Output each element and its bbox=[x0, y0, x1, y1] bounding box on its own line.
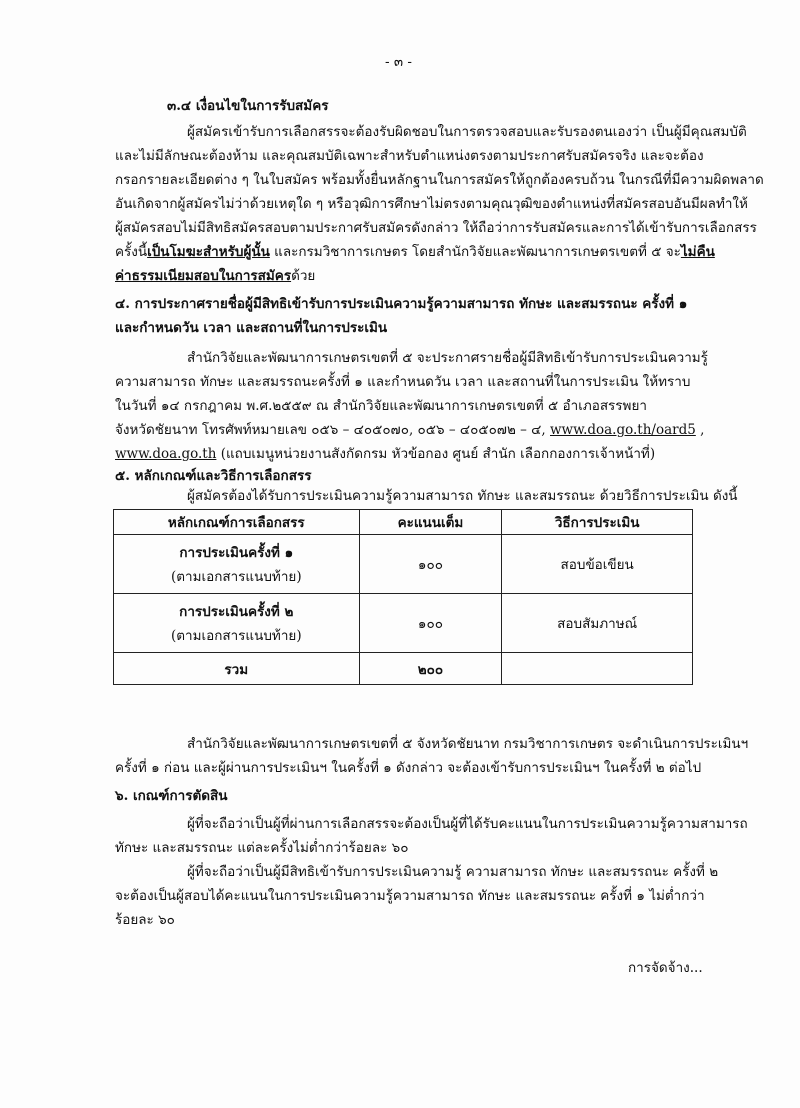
section-6-heading: ๖. เกณฑ์การตัดสิน bbox=[115, 788, 228, 804]
total-label: รวม bbox=[114, 653, 360, 685]
table-header-row bbox=[114, 510, 693, 535]
paragraph-line: ผู้ที่จะถือว่าเป็นผู้ที่ผ่านการเลือกสรรจะต้องเป็นผู้ที่ได้รับคะแนนในการประเมินความรู้ความสามารถ bbox=[187, 816, 748, 832]
table-header: หลักเกณฑ์การเลือกสรร bbox=[114, 510, 360, 535]
paragraph-line: สำนักวิจัยและพัฒนาการเกษตรเขตที่ ๕ จะประกาศรายชื่อผู้มีสิทธิเข้ารับการประเมินความรู้ bbox=[187, 350, 708, 366]
paragraph-line: ทักษะ และสมรรถนะ แต่ละครั้งไม่ต่ำกว่าร้อยละ ๖๐ bbox=[115, 840, 409, 856]
table-total-row bbox=[114, 653, 693, 685]
text-run: จังหวัดชัยนาท โทรศัพท์หมายเลข ๐๕๖ – ๔๐๕๐๗๐, ๐๕๖ – ๔๐๕๐๗๒ – ๔, bbox=[115, 422, 546, 438]
total-score: ๒๐๐ bbox=[359, 653, 502, 685]
table-row bbox=[114, 594, 693, 653]
criterion-label: การประเมินครั้งที่ ๑ bbox=[179, 545, 294, 561]
section-4-heading: ๔. การประกาศรายชื่อผู้มีสิทธิเข้ารับการประเมินความรู้ความสามารถ ทักษะ และสมรรถนะ ครั้งที่ ๑ bbox=[115, 296, 688, 312]
table-row bbox=[114, 535, 693, 594]
text-run: (แถบเมนูหน่วยงานสังกัดกรม หัวข้อกอง ศูนย์ สำนัก เลือกกองการเจ้าหน้าที่) bbox=[216, 446, 656, 462]
paragraph-line bbox=[115, 444, 655, 464]
paragraph-line: ร้อยละ ๖๐ bbox=[115, 912, 175, 928]
paragraph-line: ในวันที่ ๑๔ กรกฎาคม พ.ศ.๒๕๕๙ ณ สำนักวิจัยและพัฒนาการเกษตรเขตที่ ๕ อำเภอสรรพยา bbox=[115, 398, 647, 414]
paragraph-line: และไม่มีลักษณะต้องห้าม และคุณสมบัติเฉพาะสำหรับตำแหน่งตรงตามประกาศรับสมัครจริง และจะต้อง bbox=[115, 148, 704, 164]
table-cell-score: ๑๐๐ bbox=[359, 594, 502, 653]
criteria-table bbox=[113, 509, 693, 685]
paragraph-line: ความสามารถ ทักษะ และสมรรถนะครั้งที่ ๑ และกำหนดวัน เวลา และสถานที่ในการประเมิน ให้ทราบ bbox=[115, 374, 691, 390]
paragraph-line: กรอกรายละเอียดต่าง ๆ ในใบสมัคร พร้อมทั้งยื่นหลักฐานในการสมัครให้ถูกต้องครบถ้วน ในกรณีที่มีความผิดพลาด bbox=[115, 172, 764, 188]
paragraph-line bbox=[115, 242, 715, 262]
doa-link[interactable]: www.doa.go.th bbox=[115, 446, 217, 462]
table-cell-score: ๑๐๐ bbox=[359, 535, 502, 594]
paragraph-line: อันเกิดจากผู้สมัครไม่ว่าด้วยเหตุใด ๆ หรือวุฒิการศึกษาไม่ตรงตามคุณวุฒิของตำแหน่งที่สมัครสอบอันมีผลทำให้ bbox=[115, 196, 748, 212]
emphasis-void: เป็นโมฆะสำหรับผู้นั้น bbox=[147, 244, 270, 260]
table-cell-criterion bbox=[114, 535, 360, 594]
table-header: วิธีการประเมิน bbox=[502, 510, 693, 535]
emphasis-fee: ค่าธรรมเนียมสอบในการสมัคร bbox=[115, 268, 292, 284]
paragraph-line: ผู้สมัครต้องได้รับการประเมินความรู้ความสามารถ ทักษะ และสมรรถนะ ด้วยวิธีการประเมิน ดังนี้ bbox=[187, 488, 738, 504]
table-cell-method: สอบสัมภาษณ์ bbox=[502, 594, 693, 653]
page-number: - ๓ - bbox=[385, 54, 412, 70]
table-cell-criterion bbox=[114, 594, 360, 653]
criterion-note: (ตามเอกสารแนบท้าย) bbox=[170, 569, 302, 585]
table-header: คะแนนเต็ม bbox=[359, 510, 502, 535]
paragraph-line bbox=[115, 266, 315, 286]
paragraph-line: จะต้องเป็นผู้สอบได้คะแนนในการประเมินความรู้ความสามารถ ทักษะ และสมรรถนะ ครั้งที่ ๑ ไม่ต่ำกว่า bbox=[115, 888, 705, 904]
section-5-heading: ๕. หลักเกณฑ์และวิธีการเลือกสรร bbox=[115, 468, 312, 484]
section-3-4-heading: ๓.๔ เงื่อนไขในการรับสมัคร bbox=[167, 98, 329, 114]
paragraph-line: ผู้สมัครเข้ารับการเลือกสรรจะต้องรับผิดชอบในการตรวจสอบและรับรองตนเองว่า เป็นผู้มีคุณสมบัติ bbox=[187, 124, 747, 140]
paragraph-line: ผู้ที่จะถือว่าเป็นผู้มีสิทธิเข้ารับการประเมินความรู้ ความสามารถ ทักษะ และสมรรถนะ ครั้งที่ ๒ bbox=[187, 864, 719, 880]
section-4-heading-cont: และกำหนดวัน เวลา และสถานที่ในการประเมิน bbox=[115, 320, 388, 336]
criterion-note: (ตามเอกสารแนบท้าย) bbox=[170, 628, 302, 644]
paragraph-line: ครั้งที่ ๑ ก่อน และผู้ผ่านการประเมินฯ ในครั้งที่ ๑ ดังกล่าว จะต้องเข้ารับการประเมินฯ ในครั้งที่ ๒ ต่อไป bbox=[115, 760, 702, 776]
oard5-link[interactable]: www.doa.go.th/oard5 bbox=[550, 422, 696, 438]
criterion-label: การประเมินครั้งที่ ๒ bbox=[179, 604, 294, 620]
paragraph-line: ผู้สมัครสอบไม่มีสิทธิสมัครสอบตามประกาศรับสมัครดังกล่าว ให้ถือว่าการรับสมัครและการได้เข้ารับการเลือกสรร bbox=[115, 220, 757, 236]
total-method bbox=[502, 653, 693, 685]
continuation-marker: การจัดจ้าง... bbox=[628, 960, 703, 976]
text-run: , bbox=[695, 422, 705, 438]
emphasis-no-refund: ไม่คืน bbox=[680, 244, 715, 260]
paragraph-line bbox=[115, 420, 704, 440]
paragraph-line: สำนักวิจัยและพัฒนาการเกษตรเขตที่ ๕ จังหวัดชัยนาท กรมวิชาการเกษตร จะดำเนินการประเมินฯ bbox=[187, 736, 749, 752]
text-run: ครั้งนี้ bbox=[115, 244, 148, 260]
text-run: ด้วย bbox=[291, 268, 316, 284]
text-run: และกรมวิชาการเกษตร โดยสำนักวิจัยและพัฒนาการเกษตรเขตที่ ๕ จะ bbox=[269, 244, 681, 260]
table-cell-method: สอบข้อเขียน bbox=[502, 535, 693, 594]
